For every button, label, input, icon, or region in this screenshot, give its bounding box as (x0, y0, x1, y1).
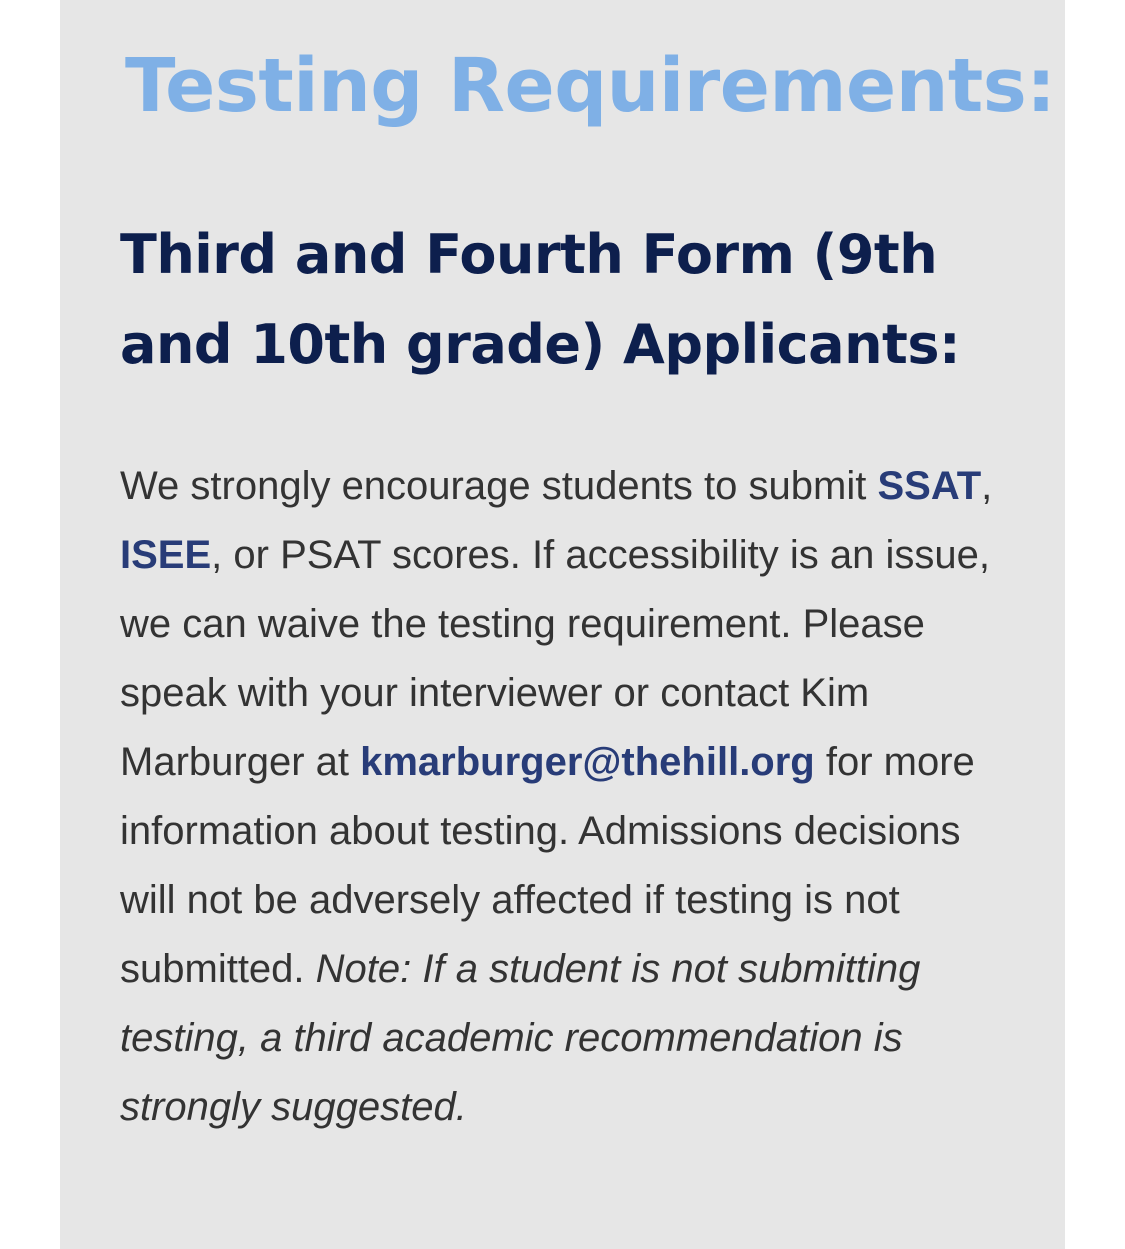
isee-link[interactable]: ISEE (120, 533, 212, 577)
paragraph-text-middle: , or PSAT scores. If accessibility is an issue, we can waive the testing requirement. Please speak with your interviewer or contact Kim Marburger at (120, 533, 990, 784)
paragraph-text-end: for more information about testing. Admissions decisions will not be adversely affected if testing is not submitted. (120, 740, 975, 991)
email-link[interactable]: kmarburger@thehill.org (360, 740, 815, 784)
paragraph-text-intro: We strongly encourage students to submit (120, 464, 878, 508)
recommendation-note: Note: If a student is not submitting testing, a third academic recommendation is strongly suggested. (120, 947, 921, 1129)
section-title: Testing Requirements: (125, 43, 1056, 129)
testing-info-paragraph (120, 452, 1010, 1142)
testing-requirements-panel (60, 0, 1065, 1249)
ssat-link[interactable]: SSAT (877, 464, 982, 508)
applicants-heading: Third and Fourth Form (9th and 10th grade) Applicants: (120, 223, 961, 376)
paragraph-separator: , (981, 464, 993, 508)
